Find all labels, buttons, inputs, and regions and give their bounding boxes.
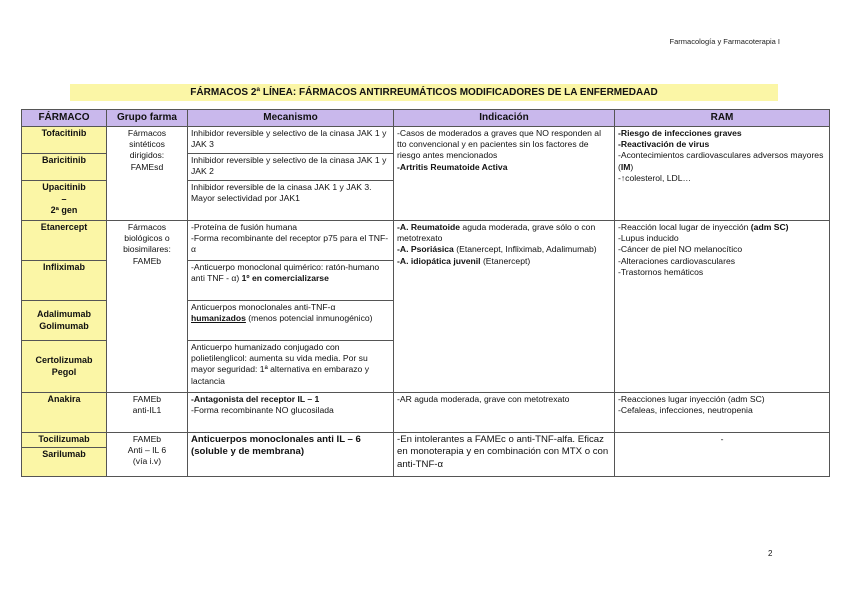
ram-line: -↑colesterol, LDL… — [618, 172, 692, 183]
group-jak — [107, 127, 188, 221]
mech-upacitinib: Inhibidor reversible de la cinasa JAK 1 y JAK 3. Mayor selectividad por JAK1 — [188, 181, 394, 221]
indication-il6: -En intolerantes a FAMEc o anti-TNF-alfa. Eficaz en monoterapia y en combinación con MTX o con anti-TNF-α — [394, 433, 615, 477]
group-il6 — [107, 433, 188, 477]
group-line: biológicos o — [124, 233, 170, 244]
indication-line — [397, 244, 611, 255]
drug-etanercept: Etanercept — [22, 221, 107, 261]
drug-name: Golimumab — [39, 320, 89, 331]
col-header-mecanismo: Mecanismo — [188, 110, 394, 127]
mech-infliximab — [188, 261, 394, 301]
ram-il6: - — [615, 433, 830, 477]
indication-anakira: -AR aguda moderada, grave con metotrexato — [394, 393, 615, 433]
page-number: 2 — [768, 549, 773, 558]
mech-bold: -Antagonista del receptor IL – 1 — [191, 394, 320, 404]
group-line: FAMEb — [132, 255, 162, 266]
drug-tocilizumab: Tocilizumab — [22, 433, 106, 448]
mech-certolizumab: Anticuerpo humanizado conjugado con polietilenglicol: aumenta su vida media. Por su mayor seguridad: 1ª alternativa en embarazo y lactancia — [188, 341, 394, 393]
mech-il6: Anticuerpos monoclonales anti IL – 6 (soluble y de membrana) — [188, 433, 394, 477]
drug-dash: – — [61, 193, 67, 204]
indication-text: -Casos de moderados a graves que NO responden al tto convencional y en pacientes sin los factores de riesgo antes mencionados — [397, 128, 601, 161]
mech-text: -Anticuerpo monoclonal quimérico: ratón-humano anti TNF - α) — [191, 262, 380, 284]
table-header-row — [22, 110, 830, 127]
mech-tofacitinib: Inhibidor reversible y selectivo de la cinasa JAK 1 y JAK 3 — [188, 127, 394, 154]
ram-line: -Trastornos hemáticos — [618, 266, 704, 277]
page-title: FÁRMACOS 2ª LÍNEA: FÁRMACOS ANTIRREUMÁTICOS MODIFICADORES DE LA ENFERMEDAAD — [70, 84, 778, 101]
drug-name: Certolizumab — [35, 354, 93, 365]
table-row — [22, 393, 830, 433]
indication-bold: -A. idiopática juvenil — [397, 255, 481, 266]
table-row — [22, 433, 830, 477]
col-header-farmaco: FÁRMACO — [22, 110, 107, 127]
indication-text: aguda moderada, grave sólo o con metotrexato — [397, 222, 596, 244]
mech-text: Anticuerpos monoclonales anti-TNF-α — [191, 302, 336, 312]
col-header-ram: RAM — [615, 110, 830, 127]
drug-anakira: Anakira — [22, 393, 107, 433]
indication-text: (Etanercept, Infliximab, Adalimumab) — [453, 244, 597, 255]
ram-line: -Lupus inducido — [618, 233, 679, 244]
drug-il6 — [22, 433, 107, 477]
ram-line: -Riesgo de infecciones graves — [618, 128, 742, 138]
course-header: Farmacología y Farmacoterapia I — [669, 37, 780, 46]
drug-name: Upacitinib — [42, 182, 86, 192]
mech-line: -Forma recombinante del receptor p75 para el TNF-α — [191, 233, 389, 255]
table-row — [22, 127, 830, 154]
ram-line: -Reacciones lugar inyección (adm SC) — [618, 394, 765, 404]
indication-bold: -Artritis Reumatoide Activa — [397, 161, 508, 172]
mech-bold: 1º en comercializarse — [239, 273, 329, 284]
mech-underline: humanizados — [191, 313, 246, 324]
drug-table — [21, 109, 830, 477]
table-row — [22, 221, 830, 261]
ram-text: -Reacción local lugar de inyección — [618, 222, 751, 232]
indication-bio — [394, 221, 615, 393]
indication-jak — [394, 127, 615, 221]
ram-anakira — [615, 393, 830, 433]
group-line: Fármacos — [127, 128, 167, 138]
ram-text: ) — [630, 161, 634, 172]
group-line: (vía i.v) — [132, 456, 162, 467]
indication-line — [397, 256, 611, 267]
ram-bio — [615, 221, 830, 393]
ram-bold: (adm SC) — [750, 222, 789, 232]
indication-bold: -A. Psoriásica — [397, 244, 454, 255]
group-line: Anti – IL 6 — [127, 445, 167, 456]
ram-line — [618, 150, 826, 172]
col-header-indicacion: Indicación — [394, 110, 615, 127]
drug-name: Pegol — [51, 366, 77, 377]
drug-adalimumab-golimumab — [22, 301, 107, 341]
group-bio — [107, 221, 188, 393]
mech-text: -Forma recombinante NO glucosilada — [191, 405, 334, 416]
mech-adalimumab — [188, 301, 394, 341]
indication-text: (Etanercept) — [480, 255, 531, 266]
mech-text: (menos potencial inmunogénico) — [245, 313, 373, 324]
ram-line: -Cáncer de piel NO melanocítico — [618, 244, 743, 255]
col-header-grupo: Grupo farma — [107, 110, 188, 127]
ram-jak — [615, 127, 830, 221]
indication-line — [397, 222, 611, 244]
drug-infliximab: Infliximab — [22, 261, 107, 301]
drug-name: Adalimumab — [36, 308, 91, 319]
group-line: FAMEb — [132, 434, 162, 444]
drug-generation: 2ª gen — [50, 205, 78, 216]
ram-line: -Alteraciones cardiovasculares — [618, 255, 736, 266]
mech-baricitinib: Inhibidor reversible y selectivo de la cinasa JAK 1 y JAK 2 — [188, 154, 394, 181]
ram-line: -Reactivación de virus — [618, 139, 710, 150]
group-line: Fármacos — [127, 222, 167, 232]
group-line: dirigidos: — [129, 150, 165, 161]
indication-bold: -A. Reumatoide — [397, 222, 461, 232]
ram-text: -Acontecimientos cardiovasculares adversos mayores ( — [618, 150, 824, 172]
group-line: FAMEb — [132, 394, 162, 404]
ram-line — [618, 222, 826, 233]
drug-baricitinib: Baricitinib — [22, 154, 107, 181]
drug-certolizumab-pegol — [22, 341, 107, 393]
ram-line: -Cefaleas, infecciones, neutropenia — [618, 405, 753, 416]
mech-etanercept — [188, 221, 394, 261]
group-line: sintéticos — [129, 139, 165, 150]
ram-bold: IM — [620, 161, 631, 172]
group-line: biosimilares: — [123, 244, 171, 255]
drug-tofacitinib: Tofacitinib — [22, 127, 107, 154]
drug-sarilumab: Sarilumab — [42, 448, 86, 459]
mech-anakira — [188, 393, 394, 433]
group-line: FAMEsd — [130, 161, 164, 172]
drug-upacitinib — [22, 181, 107, 221]
mech-line: -Proteína de fusión humana — [191, 222, 298, 232]
group-line: anti-IL1 — [132, 405, 162, 416]
group-anakira — [107, 393, 188, 433]
